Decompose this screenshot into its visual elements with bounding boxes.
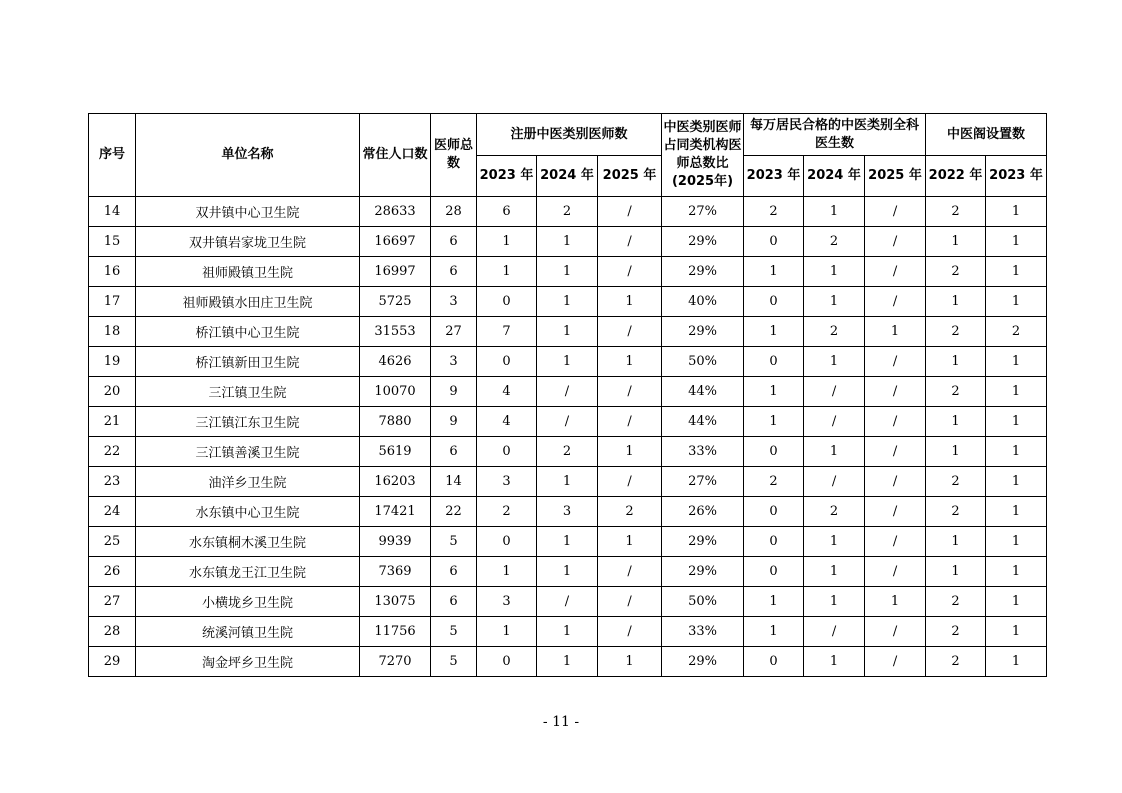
- cell-gp-2025: 1: [865, 317, 926, 347]
- cell-unit-name: 双井镇中心卫生院: [136, 197, 360, 227]
- cell-pav-2023: 1: [986, 197, 1047, 227]
- table-row: [89, 437, 1047, 467]
- cell-reg-2025: 1: [598, 347, 662, 377]
- cell-population: 16997: [360, 257, 431, 287]
- cell-pav-2022: 1: [926, 347, 986, 377]
- cell-population: 7880: [360, 407, 431, 437]
- cell-gp-2025: /: [865, 197, 926, 227]
- cell-reg-2024: 1: [537, 557, 598, 587]
- cell-reg-2023: 4: [477, 377, 537, 407]
- cell-seq: 17: [89, 287, 136, 317]
- cell-pav-2022: 2: [926, 497, 986, 527]
- cell-unit-name: 水东镇桐木溪卫生院: [136, 527, 360, 557]
- cell-population: 13075: [360, 587, 431, 617]
- cell-gp-2024: 2: [804, 497, 865, 527]
- cell-pav-2023: 1: [986, 497, 1047, 527]
- cell-unit-name: 三江镇江东卫生院: [136, 407, 360, 437]
- cell-seq: 23: [89, 467, 136, 497]
- cell-reg-2025: /: [598, 377, 662, 407]
- cell-gp-2023: 0: [744, 557, 804, 587]
- cell-doctor-total: 9: [431, 407, 477, 437]
- cell-reg-2024: /: [537, 377, 598, 407]
- cell-pav-2023: 1: [986, 647, 1047, 677]
- cell-gp-2025: /: [865, 437, 926, 467]
- table-row: [89, 407, 1047, 437]
- cell-seq: 21: [89, 407, 136, 437]
- cell-reg-2024: 1: [537, 227, 598, 257]
- cell-seq: 19: [89, 347, 136, 377]
- cell-seq: 28: [89, 617, 136, 647]
- cell-reg-2025: /: [598, 557, 662, 587]
- cell-tcm-ratio: 44%: [662, 377, 744, 407]
- header-unit-name: 单位名称: [136, 114, 360, 197]
- cell-unit-name: 祖师殿镇卫生院: [136, 257, 360, 287]
- cell-reg-2024: 1: [537, 467, 598, 497]
- cell-pav-2022: 2: [926, 467, 986, 497]
- header-tcm-pavilion: 中医阁设置数: [926, 114, 1047, 156]
- cell-doctor-total: 5: [431, 617, 477, 647]
- cell-pav-2022: 1: [926, 437, 986, 467]
- cell-reg-2025: 1: [598, 437, 662, 467]
- cell-seq: 16: [89, 257, 136, 287]
- cell-pav-2022: 1: [926, 527, 986, 557]
- cell-tcm-ratio: 40%: [662, 287, 744, 317]
- cell-population: 9939: [360, 527, 431, 557]
- cell-reg-2024: 3: [537, 497, 598, 527]
- header-pav-2023: 2023 年: [986, 156, 1047, 197]
- cell-reg-2025: /: [598, 227, 662, 257]
- cell-doctor-total: 6: [431, 557, 477, 587]
- cell-pav-2023: 2: [986, 317, 1047, 347]
- cell-gp-2025: /: [865, 377, 926, 407]
- cell-seq: 26: [89, 557, 136, 587]
- table-row: [89, 227, 1047, 257]
- cell-gp-2023: 1: [744, 617, 804, 647]
- cell-tcm-ratio: 33%: [662, 437, 744, 467]
- cell-gp-2023: 0: [744, 647, 804, 677]
- cell-pav-2023: 1: [986, 407, 1047, 437]
- cell-reg-2025: 1: [598, 287, 662, 317]
- header-doctor-total: 医师总数: [431, 114, 477, 197]
- cell-unit-name: 水东镇龙王江卫生院: [136, 557, 360, 587]
- cell-unit-name: 小横垅乡卫生院: [136, 587, 360, 617]
- header-reg-2024: 2024 年: [537, 156, 598, 197]
- cell-reg-2023: 1: [477, 617, 537, 647]
- cell-seq: 20: [89, 377, 136, 407]
- table-row: [89, 497, 1047, 527]
- cell-pav-2022: 2: [926, 647, 986, 677]
- table-row: [89, 557, 1047, 587]
- cell-tcm-ratio: 29%: [662, 227, 744, 257]
- cell-reg-2023: 1: [477, 227, 537, 257]
- cell-reg-2023: 0: [477, 287, 537, 317]
- cell-pav-2023: 1: [986, 557, 1047, 587]
- cell-doctor-total: 5: [431, 647, 477, 677]
- table-row: [89, 527, 1047, 557]
- cell-gp-2024: 1: [804, 347, 865, 377]
- cell-pav-2022: 2: [926, 197, 986, 227]
- cell-population: 4626: [360, 347, 431, 377]
- cell-reg-2024: 1: [537, 647, 598, 677]
- cell-pav-2023: 1: [986, 257, 1047, 287]
- cell-pav-2023: 1: [986, 347, 1047, 377]
- cell-population: 7369: [360, 557, 431, 587]
- cell-doctor-total: 14: [431, 467, 477, 497]
- cell-reg-2024: 1: [537, 257, 598, 287]
- cell-gp-2025: /: [865, 407, 926, 437]
- cell-reg-2024: 2: [537, 197, 598, 227]
- cell-pav-2022: 2: [926, 617, 986, 647]
- cell-gp-2023: 0: [744, 437, 804, 467]
- cell-unit-name: 桥江镇新田卫生院: [136, 347, 360, 377]
- cell-pav-2022: 1: [926, 227, 986, 257]
- cell-gp-2023: 2: [744, 467, 804, 497]
- cell-reg-2023: 1: [477, 257, 537, 287]
- cell-pav-2022: 2: [926, 257, 986, 287]
- cell-gp-2024: 2: [804, 227, 865, 257]
- cell-gp-2024: /: [804, 377, 865, 407]
- cell-unit-name: 淘金坪乡卫生院: [136, 647, 360, 677]
- cell-gp-2024: /: [804, 407, 865, 437]
- cell-gp-2024: 1: [804, 437, 865, 467]
- cell-tcm-ratio: 29%: [662, 557, 744, 587]
- cell-pav-2023: 1: [986, 617, 1047, 647]
- cell-pav-2023: 1: [986, 587, 1047, 617]
- cell-tcm-ratio: 50%: [662, 347, 744, 377]
- cell-unit-name: 双井镇岩家垅卫生院: [136, 227, 360, 257]
- cell-gp-2023: 0: [744, 287, 804, 317]
- cell-population: 11756: [360, 617, 431, 647]
- cell-gp-2024: 1: [804, 587, 865, 617]
- cell-unit-name: 油洋乡卫生院: [136, 467, 360, 497]
- cell-gp-2025: /: [865, 497, 926, 527]
- cell-gp-2024: /: [804, 467, 865, 497]
- cell-reg-2025: /: [598, 317, 662, 347]
- table-row: [89, 317, 1047, 347]
- cell-reg-2023: 0: [477, 647, 537, 677]
- cell-reg-2023: 0: [477, 527, 537, 557]
- cell-pav-2022: 2: [926, 587, 986, 617]
- cell-tcm-ratio: 33%: [662, 617, 744, 647]
- header-per-10k-gp: 每万居民合格的中医类别全科医生数: [744, 114, 926, 156]
- cell-reg-2024: 2: [537, 437, 598, 467]
- cell-reg-2023: 3: [477, 587, 537, 617]
- cell-seq: 27: [89, 587, 136, 617]
- cell-gp-2023: 1: [744, 257, 804, 287]
- cell-unit-name: 水东镇中心卫生院: [136, 497, 360, 527]
- cell-gp-2024: 1: [804, 287, 865, 317]
- cell-pav-2023: 1: [986, 227, 1047, 257]
- header-registered-tcm: 注册中医类别医师数: [477, 114, 662, 156]
- cell-population: 17421: [360, 497, 431, 527]
- table-row: [89, 287, 1047, 317]
- cell-population: 28633: [360, 197, 431, 227]
- header-seq: 序号: [89, 114, 136, 197]
- cell-reg-2024: /: [537, 587, 598, 617]
- cell-doctor-total: 6: [431, 227, 477, 257]
- cell-gp-2025: /: [865, 617, 926, 647]
- cell-tcm-ratio: 44%: [662, 407, 744, 437]
- cell-tcm-ratio: 29%: [662, 527, 744, 557]
- cell-doctor-total: 6: [431, 587, 477, 617]
- cell-unit-name: 统溪河镇卫生院: [136, 617, 360, 647]
- cell-reg-2023: 4: [477, 407, 537, 437]
- cell-reg-2025: /: [598, 617, 662, 647]
- cell-reg-2023: 2: [477, 497, 537, 527]
- cell-pav-2022: 1: [926, 287, 986, 317]
- cell-gp-2023: 0: [744, 347, 804, 377]
- cell-tcm-ratio: 26%: [662, 497, 744, 527]
- table-row: [89, 617, 1047, 647]
- header-gp-2025: 2025 年: [865, 156, 926, 197]
- cell-gp-2024: 2: [804, 317, 865, 347]
- table-row: [89, 257, 1047, 287]
- cell-reg-2024: 1: [537, 317, 598, 347]
- cell-gp-2024: 1: [804, 647, 865, 677]
- cell-pav-2023: 1: [986, 467, 1047, 497]
- cell-reg-2023: 0: [477, 437, 537, 467]
- cell-doctor-total: 3: [431, 287, 477, 317]
- cell-seq: 22: [89, 437, 136, 467]
- cell-doctor-total: 6: [431, 257, 477, 287]
- cell-pav-2022: 1: [926, 557, 986, 587]
- cell-population: 31553: [360, 317, 431, 347]
- header-tcm-ratio: 中医类别医师占同类机构医师总数比(2025年): [662, 114, 744, 197]
- cell-reg-2023: 1: [477, 557, 537, 587]
- cell-population: 7270: [360, 647, 431, 677]
- cell-reg-2025: /: [598, 407, 662, 437]
- cell-gp-2023: 1: [744, 377, 804, 407]
- cell-seq: 25: [89, 527, 136, 557]
- cell-reg-2024: 1: [537, 347, 598, 377]
- cell-doctor-total: 9: [431, 377, 477, 407]
- header-reg-2025: 2025 年: [598, 156, 662, 197]
- table-row: [89, 347, 1047, 377]
- cell-tcm-ratio: 29%: [662, 317, 744, 347]
- cell-pav-2023: 1: [986, 377, 1047, 407]
- cell-gp-2025: /: [865, 287, 926, 317]
- header-reg-2023: 2023 年: [477, 156, 537, 197]
- cell-doctor-total: 22: [431, 497, 477, 527]
- cell-gp-2025: /: [865, 527, 926, 557]
- cell-reg-2025: 1: [598, 527, 662, 557]
- cell-gp-2024: 1: [804, 557, 865, 587]
- cell-pav-2023: 1: [986, 287, 1047, 317]
- cell-reg-2024: 1: [537, 527, 598, 557]
- cell-seq: 15: [89, 227, 136, 257]
- cell-seq: 14: [89, 197, 136, 227]
- header-gp-2023: 2023 年: [744, 156, 804, 197]
- table-row: [89, 377, 1047, 407]
- table-row: [89, 197, 1047, 227]
- cell-reg-2025: /: [598, 587, 662, 617]
- cell-reg-2024: 1: [537, 287, 598, 317]
- cell-doctor-total: 3: [431, 347, 477, 377]
- cell-reg-2023: 0: [477, 347, 537, 377]
- cell-gp-2023: 1: [744, 317, 804, 347]
- header-pav-2022: 2022 年: [926, 156, 986, 197]
- cell-reg-2025: /: [598, 197, 662, 227]
- cell-reg-2025: 1: [598, 647, 662, 677]
- cell-seq: 18: [89, 317, 136, 347]
- table-body: [89, 197, 1047, 677]
- cell-population: 5725: [360, 287, 431, 317]
- cell-gp-2025: /: [865, 467, 926, 497]
- cell-population: 5619: [360, 437, 431, 467]
- cell-pav-2023: 1: [986, 527, 1047, 557]
- table-row: [89, 467, 1047, 497]
- cell-gp-2023: 1: [744, 587, 804, 617]
- cell-population: 10070: [360, 377, 431, 407]
- cell-reg-2025: /: [598, 257, 662, 287]
- cell-gp-2024: /: [804, 617, 865, 647]
- cell-seq: 29: [89, 647, 136, 677]
- cell-reg-2025: /: [598, 467, 662, 497]
- cell-gp-2023: 0: [744, 497, 804, 527]
- cell-gp-2025: 1: [865, 587, 926, 617]
- cell-tcm-ratio: 27%: [662, 197, 744, 227]
- cell-gp-2025: /: [865, 227, 926, 257]
- cell-pav-2022: 1: [926, 407, 986, 437]
- cell-doctor-total: 28: [431, 197, 477, 227]
- cell-gp-2025: /: [865, 257, 926, 287]
- cell-reg-2023: 7: [477, 317, 537, 347]
- cell-pav-2022: 2: [926, 377, 986, 407]
- header-gp-2024: 2024 年: [804, 156, 865, 197]
- cell-unit-name: 三江镇卫生院: [136, 377, 360, 407]
- cell-pav-2022: 2: [926, 317, 986, 347]
- cell-doctor-total: 5: [431, 527, 477, 557]
- cell-reg-2023: 3: [477, 467, 537, 497]
- cell-reg-2023: 6: [477, 197, 537, 227]
- table-row: [89, 587, 1047, 617]
- cell-gp-2023: 0: [744, 527, 804, 557]
- cell-gp-2025: /: [865, 647, 926, 677]
- cell-unit-name: 三江镇善溪卫生院: [136, 437, 360, 467]
- cell-reg-2024: 1: [537, 617, 598, 647]
- cell-gp-2023: 0: [744, 227, 804, 257]
- page-number: - 11 -: [542, 714, 580, 730]
- cell-doctor-total: 27: [431, 317, 477, 347]
- cell-pav-2023: 1: [986, 437, 1047, 467]
- cell-gp-2024: 1: [804, 197, 865, 227]
- table-row: [89, 647, 1047, 677]
- cell-gp-2023: 2: [744, 197, 804, 227]
- cell-seq: 24: [89, 497, 136, 527]
- cell-population: 16697: [360, 227, 431, 257]
- cell-reg-2024: /: [537, 407, 598, 437]
- cell-unit-name: 祖师殿镇水田庄卫生院: [136, 287, 360, 317]
- cell-gp-2025: /: [865, 347, 926, 377]
- cell-tcm-ratio: 27%: [662, 467, 744, 497]
- cell-reg-2025: 2: [598, 497, 662, 527]
- cell-gp-2025: /: [865, 557, 926, 587]
- cell-gp-2024: 1: [804, 257, 865, 287]
- cell-doctor-total: 6: [431, 437, 477, 467]
- cell-tcm-ratio: 50%: [662, 587, 744, 617]
- cell-tcm-ratio: 29%: [662, 647, 744, 677]
- cell-gp-2024: 1: [804, 527, 865, 557]
- cell-tcm-ratio: 29%: [662, 257, 744, 287]
- cell-population: 16203: [360, 467, 431, 497]
- data-table: [88, 113, 1047, 677]
- header-population: 常住人口数: [360, 114, 431, 197]
- cell-gp-2023: 1: [744, 407, 804, 437]
- cell-unit-name: 桥江镇中心卫生院: [136, 317, 360, 347]
